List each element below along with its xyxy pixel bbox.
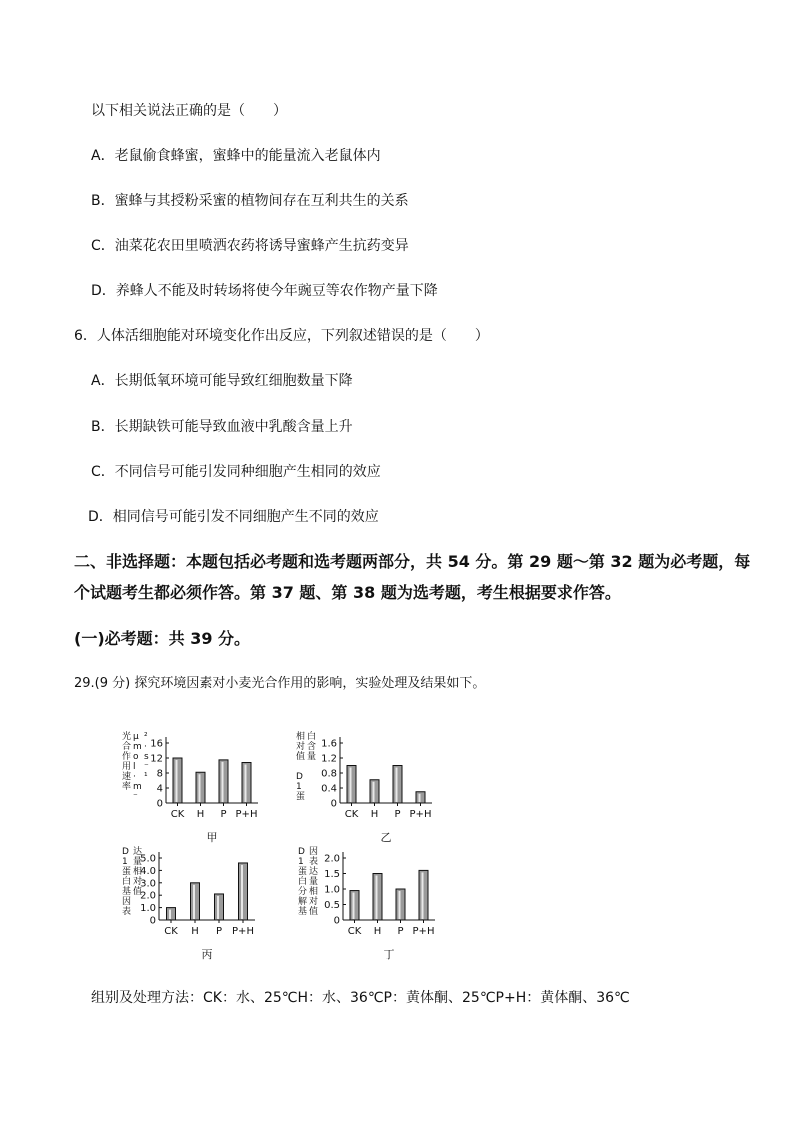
x-tick-label: P [215,926,223,937]
y-axis-label [122,847,131,917]
x-tick-label: P [397,926,404,937]
y-tick-label: 1.5 [324,869,340,880]
y-axis-label [133,732,142,802]
y-axis-label-char: 达 [133,847,143,857]
chart-yi-svg [292,720,442,850]
y-axis-label [122,730,131,792]
y-axis-label-char: 蛋 [298,867,308,877]
treatment-legend: 组别及处理方法：CK：水、25℃H：水、36℃P：黄体酮、25℃P+H：黄体酮、36℃ [91,990,630,1006]
option-6b: B．长期缺铁可能导致血液中乳酸含量上升 [91,419,353,435]
y-tick-label: 1.0 [140,903,156,915]
y-axis-label-char: o [133,752,139,762]
option-5b: B．蜜蜂与其授粉采蜜的植物间存在互利共生的关系 [91,193,409,209]
y-tick-label: 3.0 [140,878,156,890]
y-tick-label: 16 [150,738,163,750]
question-5-stem: 以下相关说法正确的是（ ） [91,103,287,119]
y-tick-label: 8 [156,768,163,780]
y-axis-label [144,732,149,782]
option-5c: C．油菜花农田里喷洒农药将诱导蜜蜂产生抗药变异 [91,238,409,254]
y-axis-label-char: 含 [307,742,317,752]
x-tick-label: P [394,809,401,820]
y-axis-label-char: 表 [309,857,319,867]
section-2-heading-cont: 个试题考生都必须作答。第 37 题、第 38 题为选考题，考生根据要求作答。 [74,583,621,602]
option-6c: C．不同信号可能引发同种细胞产生相同的效应 [91,464,381,480]
y-axis-label-char: 白 [122,877,132,887]
option-6a: A．长期低氧环境可能导致红细胞数量下降 [91,373,353,389]
y-axis-label-char: 率 [122,782,132,792]
section-required-heading: (一)必考题：共 39 分。 [74,629,251,648]
y-axis-label-char: 基 [122,887,132,897]
y-axis-label-char: m [133,742,142,752]
y-tick-label: 0 [333,915,340,927]
chart-panel-label: 丁 [383,948,395,961]
y-axis-label-char: 光 [122,732,132,742]
y-tick-label: 1.6 [321,738,337,750]
y-tick-label: 1.2 [321,753,337,765]
y-axis-label-char: 值 [133,887,143,897]
y-axis-label-char: 对 [309,897,319,907]
y-axis-label-char: 蛋 [122,867,132,877]
chart-bing-svg [118,840,268,965]
y-axis-label-char: ² [144,732,148,742]
chart-ding-svg [294,840,444,965]
y-axis-label-char: 1 [298,857,304,867]
y-axis-label-char: 蛋 [296,792,306,802]
y-tick-label: 2.0 [324,853,340,865]
y-axis-label-char: 相 [133,867,143,877]
y-tick-label: 0 [156,798,163,810]
y-axis-label [298,847,307,917]
y-axis-label-char: ⁻ [133,792,138,802]
chart-panel-label: 甲 [206,831,218,844]
chart-panel-label: 乙 [380,831,392,844]
y-axis-label-char: 用 [122,762,132,772]
y-tick-label: 0.4 [321,783,337,795]
y-axis-label-char: 1 [296,782,302,792]
y-axis-label-char [296,762,299,772]
y-tick-label: 4 [156,783,163,795]
x-tick-label: P+H [235,809,258,820]
y-axis-label-char: D [122,847,129,857]
y-axis-label-char: l [133,762,136,772]
y-axis-label-char: m [133,782,142,792]
x-tick-label: P [220,809,227,820]
y-axis-label [133,845,142,897]
y-axis-label-char: ¹ [144,772,148,782]
y-axis-label [296,730,305,802]
y-axis-label-char: 因 [309,847,319,857]
y-axis-label-char: 表 [122,907,132,917]
x-tick-label: CK [347,926,362,937]
y-axis-label-char: ⁻ [144,762,149,772]
y-axis-label-char: 基 [298,907,308,917]
y-axis-label-char: s [144,752,149,762]
chart-jia [118,720,268,850]
option-6d: D．相同信号可能引发不同细胞产生不同的效应 [88,509,379,525]
y-axis-label [309,846,318,917]
x-tick-label: P+H [232,926,254,937]
y-tick-label: 12 [150,753,163,765]
y-axis-label-char: 1 [122,857,128,867]
x-tick-label: H [370,809,379,820]
option-5a: A．老鼠偷食蜂蜜，蜜蜂中的能量流入老鼠体内 [91,148,381,164]
y-axis-label-char: 白 [307,732,317,742]
y-axis-label-char: 白 [298,877,308,887]
y-axis-label-char: · [133,772,136,782]
y-axis-label-char: 合 [122,742,132,752]
y-tick-label: 1.0 [324,884,340,896]
y-axis-label-char: 解 [298,897,308,907]
y-tick-label: 0 [330,798,337,810]
chart-panel-label: 丙 [201,948,213,961]
x-tick-label: P+H [409,809,432,820]
y-axis-label-char: 速 [122,772,132,782]
y-axis-label-char: 因 [122,897,132,907]
y-axis-label-char: 分 [298,887,308,897]
y-axis-label-char: 量 [309,877,319,887]
y-tick-label: 0.5 [324,900,340,911]
y-axis-label-char: 作 [122,752,132,762]
y-axis-label-char: 值 [309,907,319,917]
y-tick-label: 0.8 [321,768,337,780]
chart-bing [118,840,268,965]
y-axis-label [307,730,316,762]
y-tick-label: 4.0 [140,865,156,877]
chart-ding [294,840,444,965]
y-axis-label-char: 量 [307,752,317,762]
y-axis-label-char: D [298,847,305,857]
section-2-heading: 二、非选择题：本题包括必考题和选考题两部分，共 54 分。第 29 题～第 32 题为必考题，每 [74,552,751,571]
question-6-stem: 6．人体活细胞能对环境变化作出反应，下列叙述错误的是（ ） [74,328,489,344]
y-axis-label-char: 达 [309,867,319,877]
x-tick-label: CK [170,809,185,820]
y-axis-label-char: · [144,742,147,752]
y-axis-label-char: 对 [133,877,143,887]
x-tick-label: CK [164,926,178,937]
x-tick-label: P+H [412,926,435,937]
y-axis-label-char: 值 [296,752,306,762]
y-tick-label: 0 [149,915,156,927]
y-tick-label: 2.0 [140,890,156,902]
x-tick-label: CK [344,809,359,820]
option-5d: D．养蜂人不能及时转场将使今年豌豆等农作物产量下降 [91,283,438,299]
y-axis-label-char: D [296,772,303,782]
y-axis-label-char: μ [133,732,139,742]
y-axis-label-char: 相 [309,887,319,897]
y-axis-label-char: 相 [296,732,306,742]
y-axis-label-char: 对 [296,742,306,752]
y-axis-label-char: 量 [133,857,143,867]
question-29-stem: 29.(9 分) 探究环境因素对小麦光合作用的影响，实验处理及结果如下。 [74,676,486,691]
y-tick-label: 5.0 [140,853,156,865]
x-tick-label: H [373,926,382,937]
x-tick-label: H [196,809,205,820]
chart-yi [292,720,442,850]
x-tick-label: H [191,926,199,937]
chart-jia-svg [118,720,268,850]
